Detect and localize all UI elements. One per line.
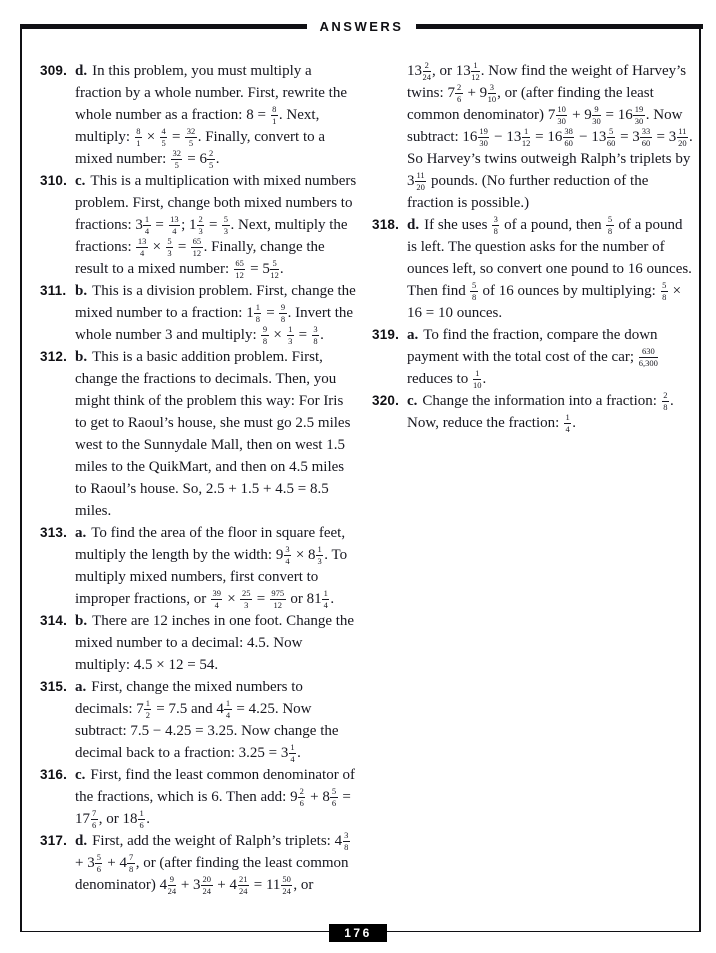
answer-item <box>40 830 358 896</box>
fraction: $\frac{1}{12}$ <box>521 126 531 148</box>
answer-item <box>40 522 358 610</box>
page-header <box>20 19 703 33</box>
answer-choice-letter: b. <box>75 283 88 299</box>
fraction: $\frac{21}{24}$ <box>239 874 248 896</box>
answers-column-right <box>372 60 695 896</box>
answer-item <box>40 764 358 830</box>
answer-choice-letter: b. <box>75 349 88 365</box>
fraction: $\frac{13}{4}$ <box>137 236 147 258</box>
header-rule-left <box>20 24 307 29</box>
mixed-number: 9 $\frac{3}{10}$ <box>479 82 497 104</box>
mixed-number: 3 $\frac{11}{20}$ <box>668 126 687 148</box>
mixed-number: 9 $\frac{3}{4}$ <box>275 544 290 566</box>
fraction: $\frac{11}{20}$ <box>678 126 687 148</box>
fraction: $\frac{5}{3}$ <box>223 214 229 236</box>
fraction: $\frac{65}{12}$ <box>235 258 244 280</box>
fraction: $\frac{10}{30}$ <box>557 104 566 126</box>
fraction: $\frac{1}{3}$ <box>288 324 293 346</box>
answer-choice-letter: d. <box>407 217 420 233</box>
answers-column-left <box>40 60 358 896</box>
mixed-number: 4 $\frac{1}{4}$ <box>216 698 231 720</box>
header-rule-right <box>416 24 703 29</box>
answer-item <box>372 60 695 214</box>
fraction: $\frac{32}{5}$ <box>172 148 181 170</box>
answer-text: b. This is a basic addition problem. First, change the fractions to decimals. Then, you might think of the problem this way: For Iris to get to Raoul’s house, she must go 2.5 miles west to the Sunnydale Mall, then on west 1.5 miles to the QuikMart, and then on 4.5 miles to Raoul’s house. So, 2.5 + 1.5 + 4.5 = 8.5 miles. <box>75 349 351 519</box>
fraction: $\frac{32}{5}$ <box>186 126 196 148</box>
mixed-number: 3 $\frac{5}{6}$ <box>87 852 101 874</box>
fraction: $\frac{20}{24}$ <box>202 874 212 896</box>
fraction: $\frac{2}{6}$ <box>456 82 462 104</box>
fraction: $\frac{3}{8}$ <box>344 830 349 852</box>
mixed-number: 4 $\frac{7}{8}$ <box>119 852 134 874</box>
fraction: $\frac{1}{8}$ <box>255 302 260 324</box>
answer-choice-letter: d. <box>75 63 88 79</box>
fraction: $\frac{11}{20}$ <box>416 170 425 192</box>
fraction: $\frac{1}{4}$ <box>565 412 570 434</box>
mixed-number: 13 $\frac{1}{12}$ <box>506 126 531 148</box>
fraction: $\frac{2}{6}$ <box>299 786 304 808</box>
mixed-number: 16 $\frac{38}{60}$ <box>547 126 573 148</box>
mixed-number: 17 $\frac{7}{6}$ <box>75 808 97 830</box>
answer-number: 320. <box>372 393 400 408</box>
answer-item <box>40 346 358 522</box>
mixed-number: 16 $\frac{19}{30}$ <box>617 104 644 126</box>
fraction: $\frac{1}{4}$ <box>144 214 150 236</box>
answer-text: d. If she uses $\frac{3}{8}$ of a pound, then $\frac{5}{8}$ of a pound is left. The question asks for the number of ounces left, so convert one pound to 16 ounces. Then find $\frac{5}{8}$ of 16 ounces by multiplying: $\frac{5}{8}$ × 16 = 10 ounces. <box>407 214 692 321</box>
fraction: $\frac{5}{12}$ <box>270 258 279 280</box>
fraction: $\frac{5}{8}$ <box>471 280 477 302</box>
answer-item <box>40 676 358 764</box>
mixed-number: 6 $\frac{2}{5}$ <box>199 148 214 170</box>
fraction: $\frac{50}{24}$ <box>282 874 291 896</box>
fraction: $\frac{9}{24}$ <box>167 874 177 896</box>
fraction: $\frac{5}{8}$ <box>662 280 667 302</box>
answer-text: c. This is a multiplication with mixed numbers problem. First, change both mixed numbers to fractions: 3 $\frac{1}{4}$ = $\frac{13}{4}$ ; 1 $\frac{2}{3}$ = $\frac{5}{3}$ . Next, multiply the fractions: $\frac{13}{4}$ × $\frac{5}{3}$ = $\frac{65}{12}$ . Finally, change the result to a mixed number: $\frac{65}{12}$ = 5 $\frac{5}{12}$ . <box>75 173 357 280</box>
mixed-number: 1 $\frac{2}{3}$ <box>189 214 203 236</box>
answer-item <box>40 170 358 280</box>
answer-choice-letter: c. <box>407 393 418 409</box>
page-title: ANSWERS <box>319 18 404 34</box>
fraction: $\frac{7}{8}$ <box>128 852 134 874</box>
fraction: $\frac{5}{3}$ <box>167 236 172 258</box>
answer-item <box>40 60 358 170</box>
answer-number: 314. <box>40 613 68 628</box>
answer-choice-letter: a. <box>75 525 87 541</box>
answer-text: a. First, change the mixed numbers to decimals: 7 $\frac{1}{2}$ = 7.5 and 4 $\frac{1}{4}$ = 4.25. Now subtract: 7.5 − 4.25 = 3.25. Now change the decimal back to a fraction: 3.25 = 3 $\frac{1}{4}$ . <box>75 679 339 764</box>
mixed-number: 11 $\frac{50}{24}$ <box>265 874 291 896</box>
fraction: $\frac{39}{4}$ <box>212 588 221 610</box>
answer-text: a. To find the fraction, compare the down payment with the total cost of the car; $\frac{630}{6,300}$ reduces to $\frac{1}{10}$ . <box>407 327 658 390</box>
fraction: $\frac{630}{6,300}$ <box>638 346 658 368</box>
mixed-number: 1 $\frac{1}{8}$ <box>246 302 260 324</box>
answer-number: 309. <box>40 63 68 78</box>
answer-text: 13 $\frac{2}{24}$ , or 13 $\frac{1}{12}$ . Now find the weight of Harvey’s twins: 7 $\frac{2}{6}$ + 9 $\frac{3}{10}$ , or (after finding the least common denominator) 7 $\frac{10}{30}$ + 9 $\frac{9}{30}$ = 16 $\frac{19}{30}$ . Now subtract: 16 $\frac{19}{30}$ − 13 $\frac{1}{12}$ = 16 $\frac{38}{60}$ − 13 $\frac{5}{60}$ = 3 $\frac{33}{60}$ = 3 $\frac{11}{20}$ . So Harvey’s twins outweigh Ralph’s triplets by 3 $\frac{11}{20}$ pounds. (No further reduction of the fraction is possible.) <box>407 60 693 211</box>
mixed-number: 13 $\frac{5}{60}$ <box>591 126 616 148</box>
mixed-number: 9 $\frac{9}{30}$ <box>584 104 601 126</box>
mixed-number: 3 $\frac{1}{4}$ <box>280 742 295 764</box>
answer-item <box>40 610 358 676</box>
answer-text: d. First, add the weight of Ralph’s triplets: 4 $\frac{3}{8}$ + 3 $\frac{5}{6}$ + 4 $\frac{7}{8}$ , or (after finding the least common denominator) 4 $\frac{9}{24}$ + 3 $\frac{20}{24}$ + 4 $\frac{21}{24}$ = 11 $\frac{50}{24}$ , or <box>75 830 358 896</box>
answer-text: b. This is a division problem. First, change the mixed number to a fraction: 1 $\frac{1}{8}$ = $\frac{9}{8}$ . Invert the whole number 3 and multiply: $\frac{9}{8}$ × $\frac{1}{3}$ = $\frac{3}{8}$ . <box>75 283 356 346</box>
answer-choice-letter: a. <box>407 327 419 343</box>
answer-text: b. There are 12 inches in one foot. Change the mixed number to a decimal: 4.5. Now multiply: 4.5 × 12 = 54. <box>75 613 355 673</box>
fraction: $\frac{8}{1}$ <box>272 104 277 126</box>
fraction: $\frac{3}{10}$ <box>487 82 497 104</box>
fraction: $\frac{2}{3}$ <box>198 214 203 236</box>
fraction: $\frac{1}{12}$ <box>471 60 480 82</box>
fraction: $\frac{1}{2}$ <box>145 698 150 720</box>
answers-columns <box>40 60 695 896</box>
fraction: $\frac{8}{1}$ <box>136 126 141 148</box>
answer-number: 317. <box>40 833 68 848</box>
mixed-number: 18 $\frac{1}{6}$ <box>122 808 144 830</box>
fraction: $\frac{19}{30}$ <box>479 126 488 148</box>
fraction: $\frac{1}{6}$ <box>139 808 144 830</box>
answer-number: 311. <box>40 283 67 298</box>
fraction: $\frac{3}{8}$ <box>493 214 498 236</box>
fraction: $\frac{5}{8}$ <box>607 214 613 236</box>
mixed-number: 7 $\frac{1}{2}$ <box>136 698 150 720</box>
answer-choice-letter: b. <box>75 613 88 629</box>
fraction: $\frac{1}{4}$ <box>290 742 295 764</box>
mixed-number: 3 $\frac{33}{60}$ <box>632 126 651 148</box>
answer-number: 318. <box>372 217 400 232</box>
answer-number: 312. <box>40 349 68 364</box>
fraction: $\frac{5}{60}$ <box>606 126 616 148</box>
mixed-number: 8 $\frac{5}{6}$ <box>322 786 337 808</box>
mixed-number: 9 $\frac{2}{6}$ <box>290 786 304 808</box>
fraction: $\frac{2}{5}$ <box>208 148 214 170</box>
fraction: $\frac{13}{4}$ <box>170 214 179 236</box>
mixed-number: 4 $\frac{9}{24}$ <box>159 874 177 896</box>
answer-text: c. First, find the least common denominator of the fractions, which is 6. Then add: 9 $\frac{2}{6}$ + 8 $\frac{5}{6}$ = 17 $\frac{7}{6}$ , or 18 $\frac{1}{6}$ . <box>75 767 355 830</box>
fraction: $\frac{65}{12}$ <box>192 236 202 258</box>
fraction: $\frac{7}{6}$ <box>92 808 97 830</box>
answer-item <box>372 214 695 324</box>
fraction: $\frac{9}{8}$ <box>280 302 286 324</box>
fraction: $\frac{5}{6}$ <box>331 786 337 808</box>
answer-item <box>40 280 358 346</box>
mixed-number: 3 $\frac{1}{4}$ <box>135 214 150 236</box>
mixed-number: 8 $\frac{1}{3}$ <box>308 544 322 566</box>
answer-text: d. In this problem, you must multiply a fraction by a whole number. First, rewrite the whole number as a fraction: 8 = $\frac{8}{1}$ . Next, multiply: $\frac{8}{1}$ × $\frac{4}{5}$ = $\frac{32}{5}$ . Finally, convert to a mixed number: $\frac{32}{5}$ = 6 $\frac{2}{5}$ . <box>75 63 348 170</box>
mixed-number: 3 $\frac{11}{20}$ <box>407 170 425 192</box>
answer-choice-letter: a. <box>75 679 87 695</box>
fraction: $\frac{1}{10}$ <box>472 368 482 390</box>
answer-item <box>372 324 695 390</box>
mixed-number: 81 $\frac{1}{4}$ <box>306 588 328 610</box>
answer-text: c. Change the information into a fraction: $\frac{2}{8}$ . Now, reduce the fraction: $\frac{1}{4}$ . <box>407 390 674 434</box>
fraction: $\frac{2}{24}$ <box>422 60 431 82</box>
fraction: $\frac{38}{60}$ <box>564 126 573 148</box>
mixed-number: 3 $\frac{20}{24}$ <box>193 874 212 896</box>
answer-number: 319. <box>372 327 400 342</box>
answer-number: 315. <box>40 679 68 694</box>
fraction: $\frac{2}{8}$ <box>663 390 668 412</box>
mixed-number: 7 $\frac{2}{6}$ <box>447 82 462 104</box>
fraction: $\frac{3}{4}$ <box>285 544 290 566</box>
answer-number: 313. <box>40 525 68 540</box>
page-number: 176 <box>329 924 387 942</box>
mixed-number: 13 $\frac{1}{12}$ <box>455 60 480 82</box>
fraction: $\frac{1}{4}$ <box>225 698 231 720</box>
mixed-number: 13 $\frac{2}{24}$ <box>407 60 431 82</box>
mixed-number: 7 $\frac{10}{30}$ <box>547 104 566 126</box>
fraction: $\frac{3}{8}$ <box>313 324 318 346</box>
fraction: $\frac{19}{30}$ <box>634 104 644 126</box>
answer-text: a. To find the area of the floor in square feet, multiply the length by the width: 9 $\frac{3}{4}$ × 8 $\frac{1}{3}$ . To multiply mixed numbers, first convert to improper fractions, or $\frac{39}{4}$ × $\frac{25}{3}$ = $\frac{975}{12}$ or 81 $\frac{1}{4}$ . <box>75 525 348 610</box>
answer-item <box>372 390 695 434</box>
mixed-number: 4 $\frac{3}{8}$ <box>334 830 349 852</box>
answer-choice-letter: c. <box>75 767 86 783</box>
answer-number: 310. <box>40 173 68 188</box>
fraction: $\frac{4}{5}$ <box>161 126 166 148</box>
fraction: $\frac{9}{8}$ <box>262 324 268 346</box>
answer-choice-letter: d. <box>75 833 88 849</box>
answer-choice-letter: c. <box>75 173 86 189</box>
fraction: $\frac{975}{12}$ <box>271 588 285 610</box>
fraction: $\frac{1}{3}$ <box>317 544 322 566</box>
mixed-number: 16 $\frac{19}{30}$ <box>462 126 488 148</box>
fraction: $\frac{25}{3}$ <box>241 588 251 610</box>
fraction: $\frac{33}{60}$ <box>641 126 651 148</box>
mixed-number: 4 $\frac{21}{24}$ <box>229 874 248 896</box>
fraction: $\frac{5}{6}$ <box>96 852 101 874</box>
fraction: $\frac{1}{4}$ <box>323 588 328 610</box>
answer-number: 316. <box>40 767 68 782</box>
mixed-number: 5 $\frac{5}{12}$ <box>262 258 279 280</box>
fraction: $\frac{9}{30}$ <box>592 104 601 126</box>
